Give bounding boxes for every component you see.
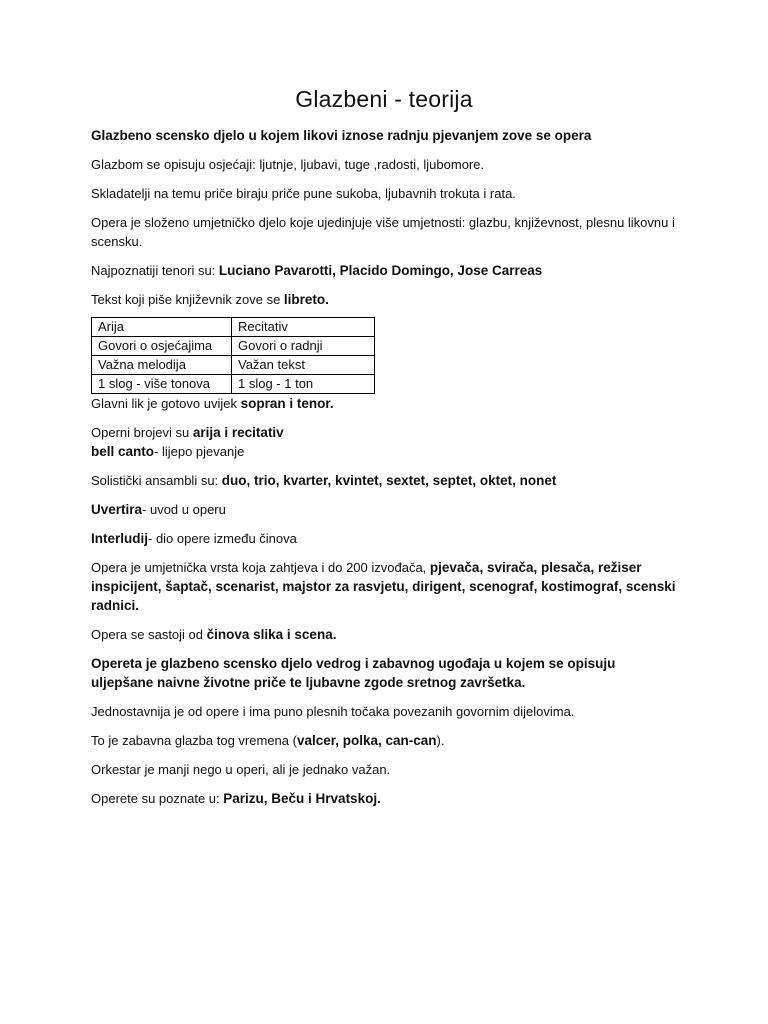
paragraph-operetta-simpler: Jednostavnija je od opere i ima puno plesnih točaka povezanih govornim dijelovima. bbox=[91, 704, 575, 719]
paragraph-operetta-definition: Opereta je glazbeno scensko djelo vedrog i zabavnog ugođaja u kojem se opisuju uljepšane naivne životne priče te ljubavne zgode sretnog završetka. bbox=[91, 656, 616, 690]
paragraph-opera-numbers: Operni brojevi su arija i recitativ bell canto- lijepo pjevanje bbox=[91, 425, 284, 459]
table-cell: Govori o radnji bbox=[232, 337, 375, 356]
table-cell: Važna melodija bbox=[92, 356, 232, 375]
table-cell: 1 slog - više tonova bbox=[92, 375, 232, 394]
paragraph-emotions: Glazbom se opisuju osjećaji: ljutnje, ljubavi, tuge ,radosti, ljubomore. bbox=[91, 157, 485, 172]
table-cell: Važan tekst bbox=[232, 356, 375, 375]
paragraph-opera-structure: Opera se sastoji od činova slika i scena. bbox=[91, 627, 337, 642]
paragraph-overture: Uvertira- uvod u operu bbox=[91, 502, 226, 517]
table-row bbox=[92, 318, 375, 337]
paragraph-entertainment-music: To je zabavna glazba tog vremena (valcer, polka, can-can). bbox=[91, 733, 445, 748]
paragraph-tenors: Najpoznatiji tenori su: Luciano Pavarotti, Placido Domingo, Jose Carreas bbox=[91, 263, 543, 278]
table-cell: Recitativ bbox=[232, 318, 375, 337]
table-cell: Arija bbox=[92, 318, 232, 337]
paragraph-performers: Opera je umjetnička vrsta koja zahtjeva i do 200 izvođača, pjevača, svirača, plesača, režiser inspicijent, šaptač, scenarist, majstor za rasvjetu, dirigent, scenograf, kostimograf, scenski radnici. bbox=[91, 560, 676, 613]
paragraph-opera-definition: Glazbeno scensko djelo u kojem likovi iznose radnju pjevanjem zove se opera bbox=[91, 128, 592, 143]
table-cell: 1 slog - 1 ton bbox=[232, 375, 375, 394]
aria-recitative-table bbox=[91, 317, 375, 394]
table-row bbox=[92, 337, 375, 356]
paragraph-interlude: Interludij- dio opere između činova bbox=[91, 531, 297, 546]
table-row bbox=[92, 375, 375, 394]
paragraph-operetta-places: Operete su poznate u: Parizu, Beču i Hrvatskoj. bbox=[91, 791, 381, 806]
paragraph-main-role: Glavni lik je gotovo uvijek sopran i tenor. bbox=[91, 396, 334, 411]
page-title: Glazbeni - teorija bbox=[295, 86, 473, 112]
table-cell: Govori o osjećajima bbox=[92, 337, 232, 356]
paragraph-ensembles: Solistički ansambli su: duo, trio, kvarter, kvintet, sextet, septet, oktet, nonet bbox=[91, 473, 557, 488]
document-body bbox=[91, 126, 681, 818]
table-row bbox=[92, 356, 375, 375]
paragraph-composers: Skladatelji na temu priče biraju priče pune sukoba, ljubavnih trokuta i rata. bbox=[91, 186, 516, 201]
paragraph-opera-arts: Opera je složeno umjetničko djelo koje ujedinjuje više umjetnosti: glazbu, književnost, plesnu likovnu i scensku. bbox=[91, 215, 675, 249]
paragraph-orchestra: Orkestar je manji nego u operi, ali je jednako važan. bbox=[91, 762, 391, 777]
paragraph-libretto: Tekst koji piše književnik zove se libreto. bbox=[91, 292, 329, 307]
